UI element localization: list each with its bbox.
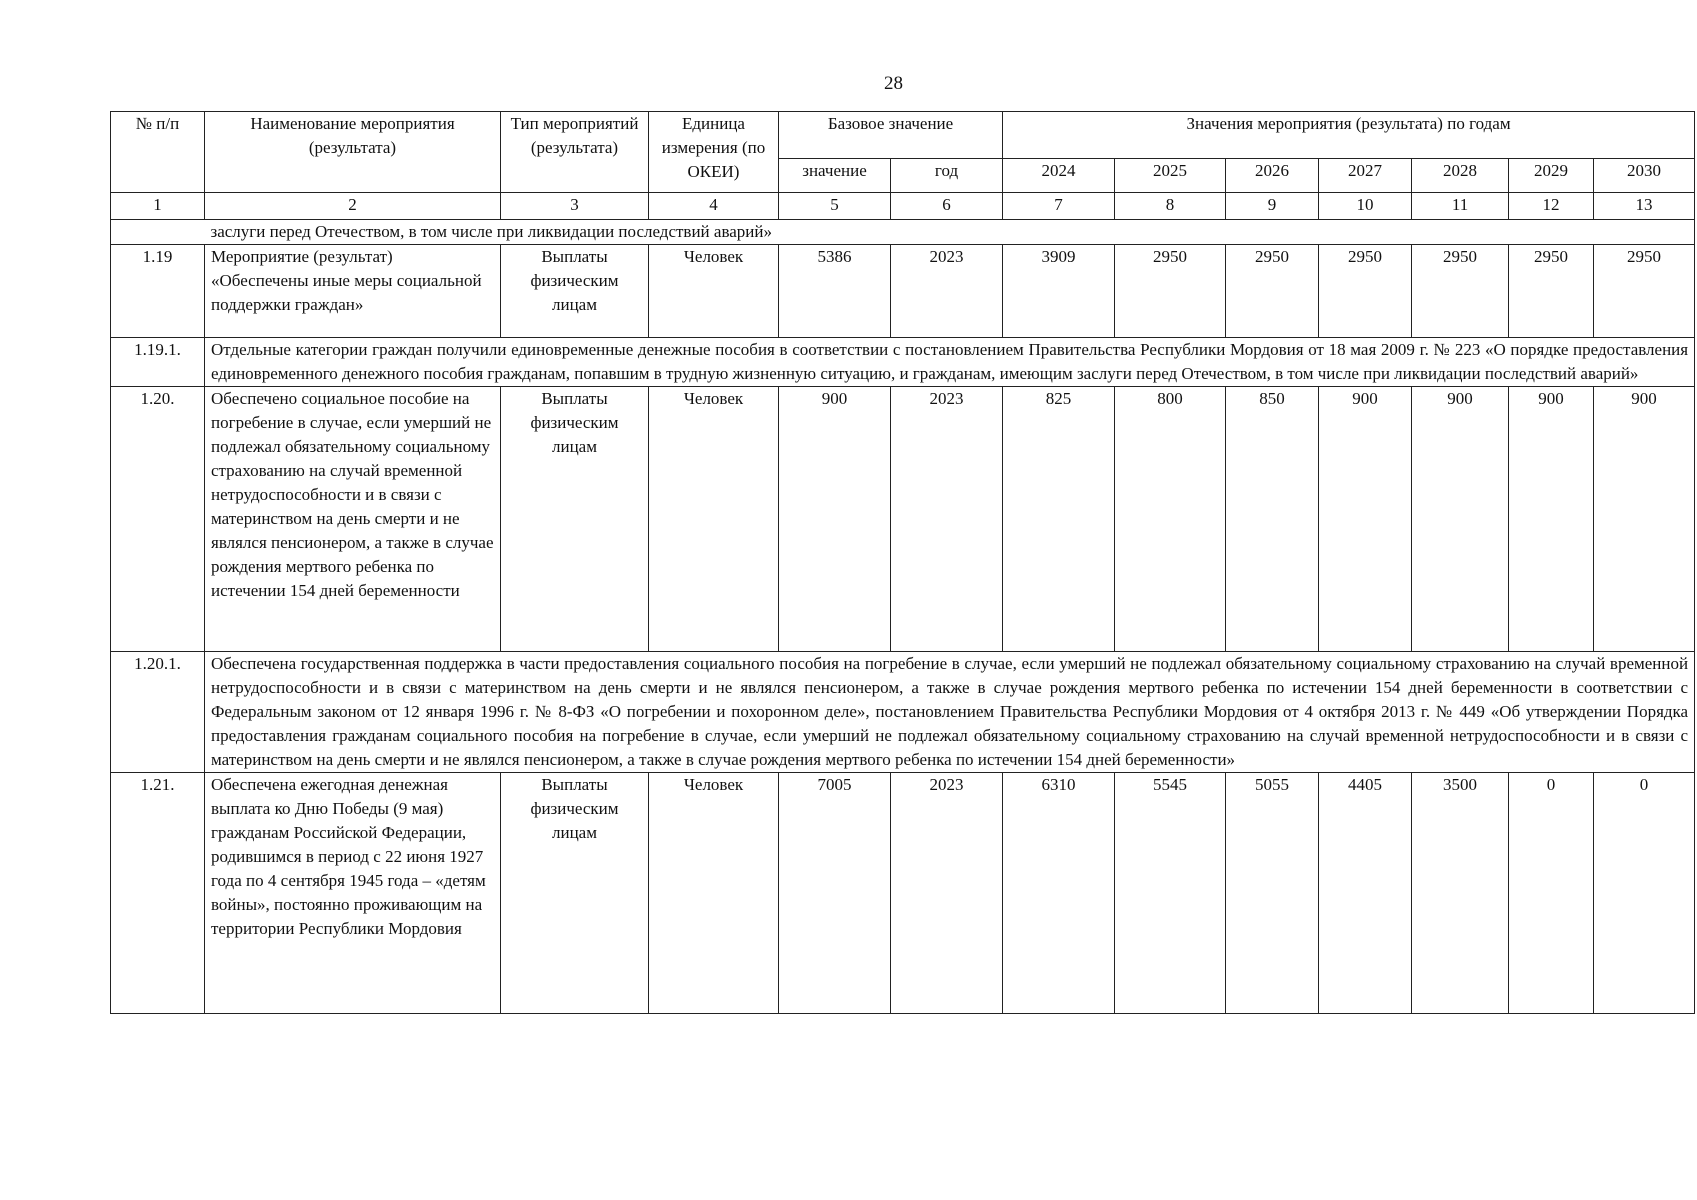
row-value: 2950 — [1115, 245, 1226, 338]
row-value: 825 — [1003, 387, 1115, 652]
header-year: 2026 — [1226, 159, 1319, 193]
continuation-num-cell — [111, 220, 205, 245]
row-name: Обеспечено социальное пособие на погребение в случае, если умерший не подлежал обязательному социальному страхованию на случай временной нетрудоспособности и в связи с материнством на день смерти и не являлся пенсионером, а также в случае рождения мертвого ребенка по истечении 154 дней беременности — [205, 387, 501, 652]
row-value: 0 — [1509, 773, 1594, 1014]
header-base-year: год — [891, 159, 1003, 193]
table-row — [111, 773, 1695, 1014]
row-value: 850 — [1226, 387, 1319, 652]
row-value: 5545 — [1115, 773, 1226, 1014]
row-value: 900 — [1509, 387, 1594, 652]
row-base-value: 900 — [779, 387, 891, 652]
row-value: 2950 — [1594, 245, 1695, 338]
header-col-num: № п/п — [111, 112, 205, 193]
row-base-year: 2023 — [891, 773, 1003, 1014]
column-number: 12 — [1509, 193, 1594, 220]
column-numbers-row — [111, 193, 1695, 220]
row-value: 0 — [1594, 773, 1695, 1014]
page-number: 28 — [884, 73, 903, 94]
note-text: Обеспечена государственная поддержка в части предоставления социального пособия на погребение в случае, если умерший не подлежал обязательному социальному страхованию на случай временной нетрудоспособности и в связи с материнством на день смерти и не являлся пенсионером, а также в случае рождения мертвого ребенка по истечении 154 дней беременности в соответствии с Федеральным законом от 12 января 1996 г. № 8-ФЗ «О погребении и похоронном деле», постановлением Правительства Республики Мордовия от 4 октября 2013 г. № 449 «Об утверждении Порядка предоставления гражданам социального пособия на погребение в случае, если умерший не подлежал обязательному социальному страхованию на случай временной нетрудоспособности и в связи с материнством на день смерти и не являлся пенсионером, а также в случае рождения мертвого ребенка по истечении 154 дней беременности» — [205, 652, 1695, 773]
row-value: 5055 — [1226, 773, 1319, 1014]
column-number: 7 — [1003, 193, 1115, 220]
header-year: 2030 — [1594, 159, 1695, 193]
results-table — [110, 111, 1695, 1014]
note-number: 1.19.1. — [111, 338, 205, 387]
row-value: 900 — [1412, 387, 1509, 652]
row-number: 1.19 — [111, 245, 205, 338]
row-unit: Человек — [649, 773, 779, 1014]
column-number: 11 — [1412, 193, 1509, 220]
column-number: 5 — [779, 193, 891, 220]
header-year: 2028 — [1412, 159, 1509, 193]
continuation-text: заслуги перед Отечеством, в том числе при ликвидации последствий аварий» — [205, 220, 1695, 245]
row-base-year: 2023 — [891, 245, 1003, 338]
row-name: Обеспечена ежегодная денежная выплата ко Дню Победы (9 мая) гражданам Российской Федерации, родившимся в период с 22 июня 1927 года по 4 сентября 1945 года – «детям войны», постоянно проживающим на территории Республики Мордовия — [205, 773, 501, 1014]
row-unit: Человек — [649, 245, 779, 338]
header-col-name: Наименование мероприятия (результата) — [205, 112, 501, 193]
row-type: Выплаты физическим лицам — [501, 245, 649, 338]
row-unit: Человек — [649, 387, 779, 652]
row-value: 800 — [1115, 387, 1226, 652]
column-number: 8 — [1115, 193, 1226, 220]
table-row — [111, 245, 1695, 338]
column-number: 3 — [501, 193, 649, 220]
column-number: 4 — [649, 193, 779, 220]
header-year: 2024 — [1003, 159, 1115, 193]
header-col-base: Базовое значение — [779, 112, 1003, 159]
row-base-year: 2023 — [891, 387, 1003, 652]
row-value: 900 — [1319, 387, 1412, 652]
column-number: 1 — [111, 193, 205, 220]
note-row — [111, 338, 1695, 387]
row-number: 1.21. — [111, 773, 205, 1014]
header-year: 2025 — [1115, 159, 1226, 193]
row-number: 1.20. — [111, 387, 205, 652]
continuation-row — [111, 220, 1695, 245]
row-base-value: 7005 — [779, 773, 891, 1014]
row-value: 3909 — [1003, 245, 1115, 338]
row-base-value: 5386 — [779, 245, 891, 338]
column-number: 2 — [205, 193, 501, 220]
note-text: Отдельные категории граждан получили единовременные денежные пособия в соответствии с постановлением Правительства Республики Мордовия от 18 мая 2009 г. № 223 «О порядке предоставления единовременного денежного пособия гражданам, попавшим в трудную жизненную ситуацию, и гражданам, имеющим заслуги перед Отечеством, в том числе при ликвидации последствий аварий» — [205, 338, 1695, 387]
column-number: 10 — [1319, 193, 1412, 220]
header-year: 2029 — [1509, 159, 1594, 193]
row-value: 900 — [1594, 387, 1695, 652]
header-row-1 — [111, 112, 1695, 159]
header-base-value: значение — [779, 159, 891, 193]
row-type: Выплаты физическим лицам — [501, 773, 649, 1014]
row-type: Выплаты физическим лицам — [501, 387, 649, 652]
header-col-years: Значения мероприятия (результата) по годам — [1003, 112, 1695, 159]
row-value: 6310 — [1003, 773, 1115, 1014]
column-number: 13 — [1594, 193, 1695, 220]
column-number: 6 — [891, 193, 1003, 220]
row-value: 3500 — [1412, 773, 1509, 1014]
row-value: 2950 — [1226, 245, 1319, 338]
row-value: 2950 — [1319, 245, 1412, 338]
header-year: 2027 — [1319, 159, 1412, 193]
table-row — [111, 387, 1695, 652]
note-row — [111, 652, 1695, 773]
column-number: 9 — [1226, 193, 1319, 220]
row-value: 4405 — [1319, 773, 1412, 1014]
header-col-type: Тип мероприятий (результата) — [501, 112, 649, 193]
row-value: 2950 — [1509, 245, 1594, 338]
row-value: 2950 — [1412, 245, 1509, 338]
row-name: Мероприятие (результат) «Обеспечены иные меры социальной поддержки граждан» — [205, 245, 501, 338]
note-number: 1.20.1. — [111, 652, 205, 773]
header-col-unit: Единица измерения (по ОКЕИ) — [649, 112, 779, 193]
